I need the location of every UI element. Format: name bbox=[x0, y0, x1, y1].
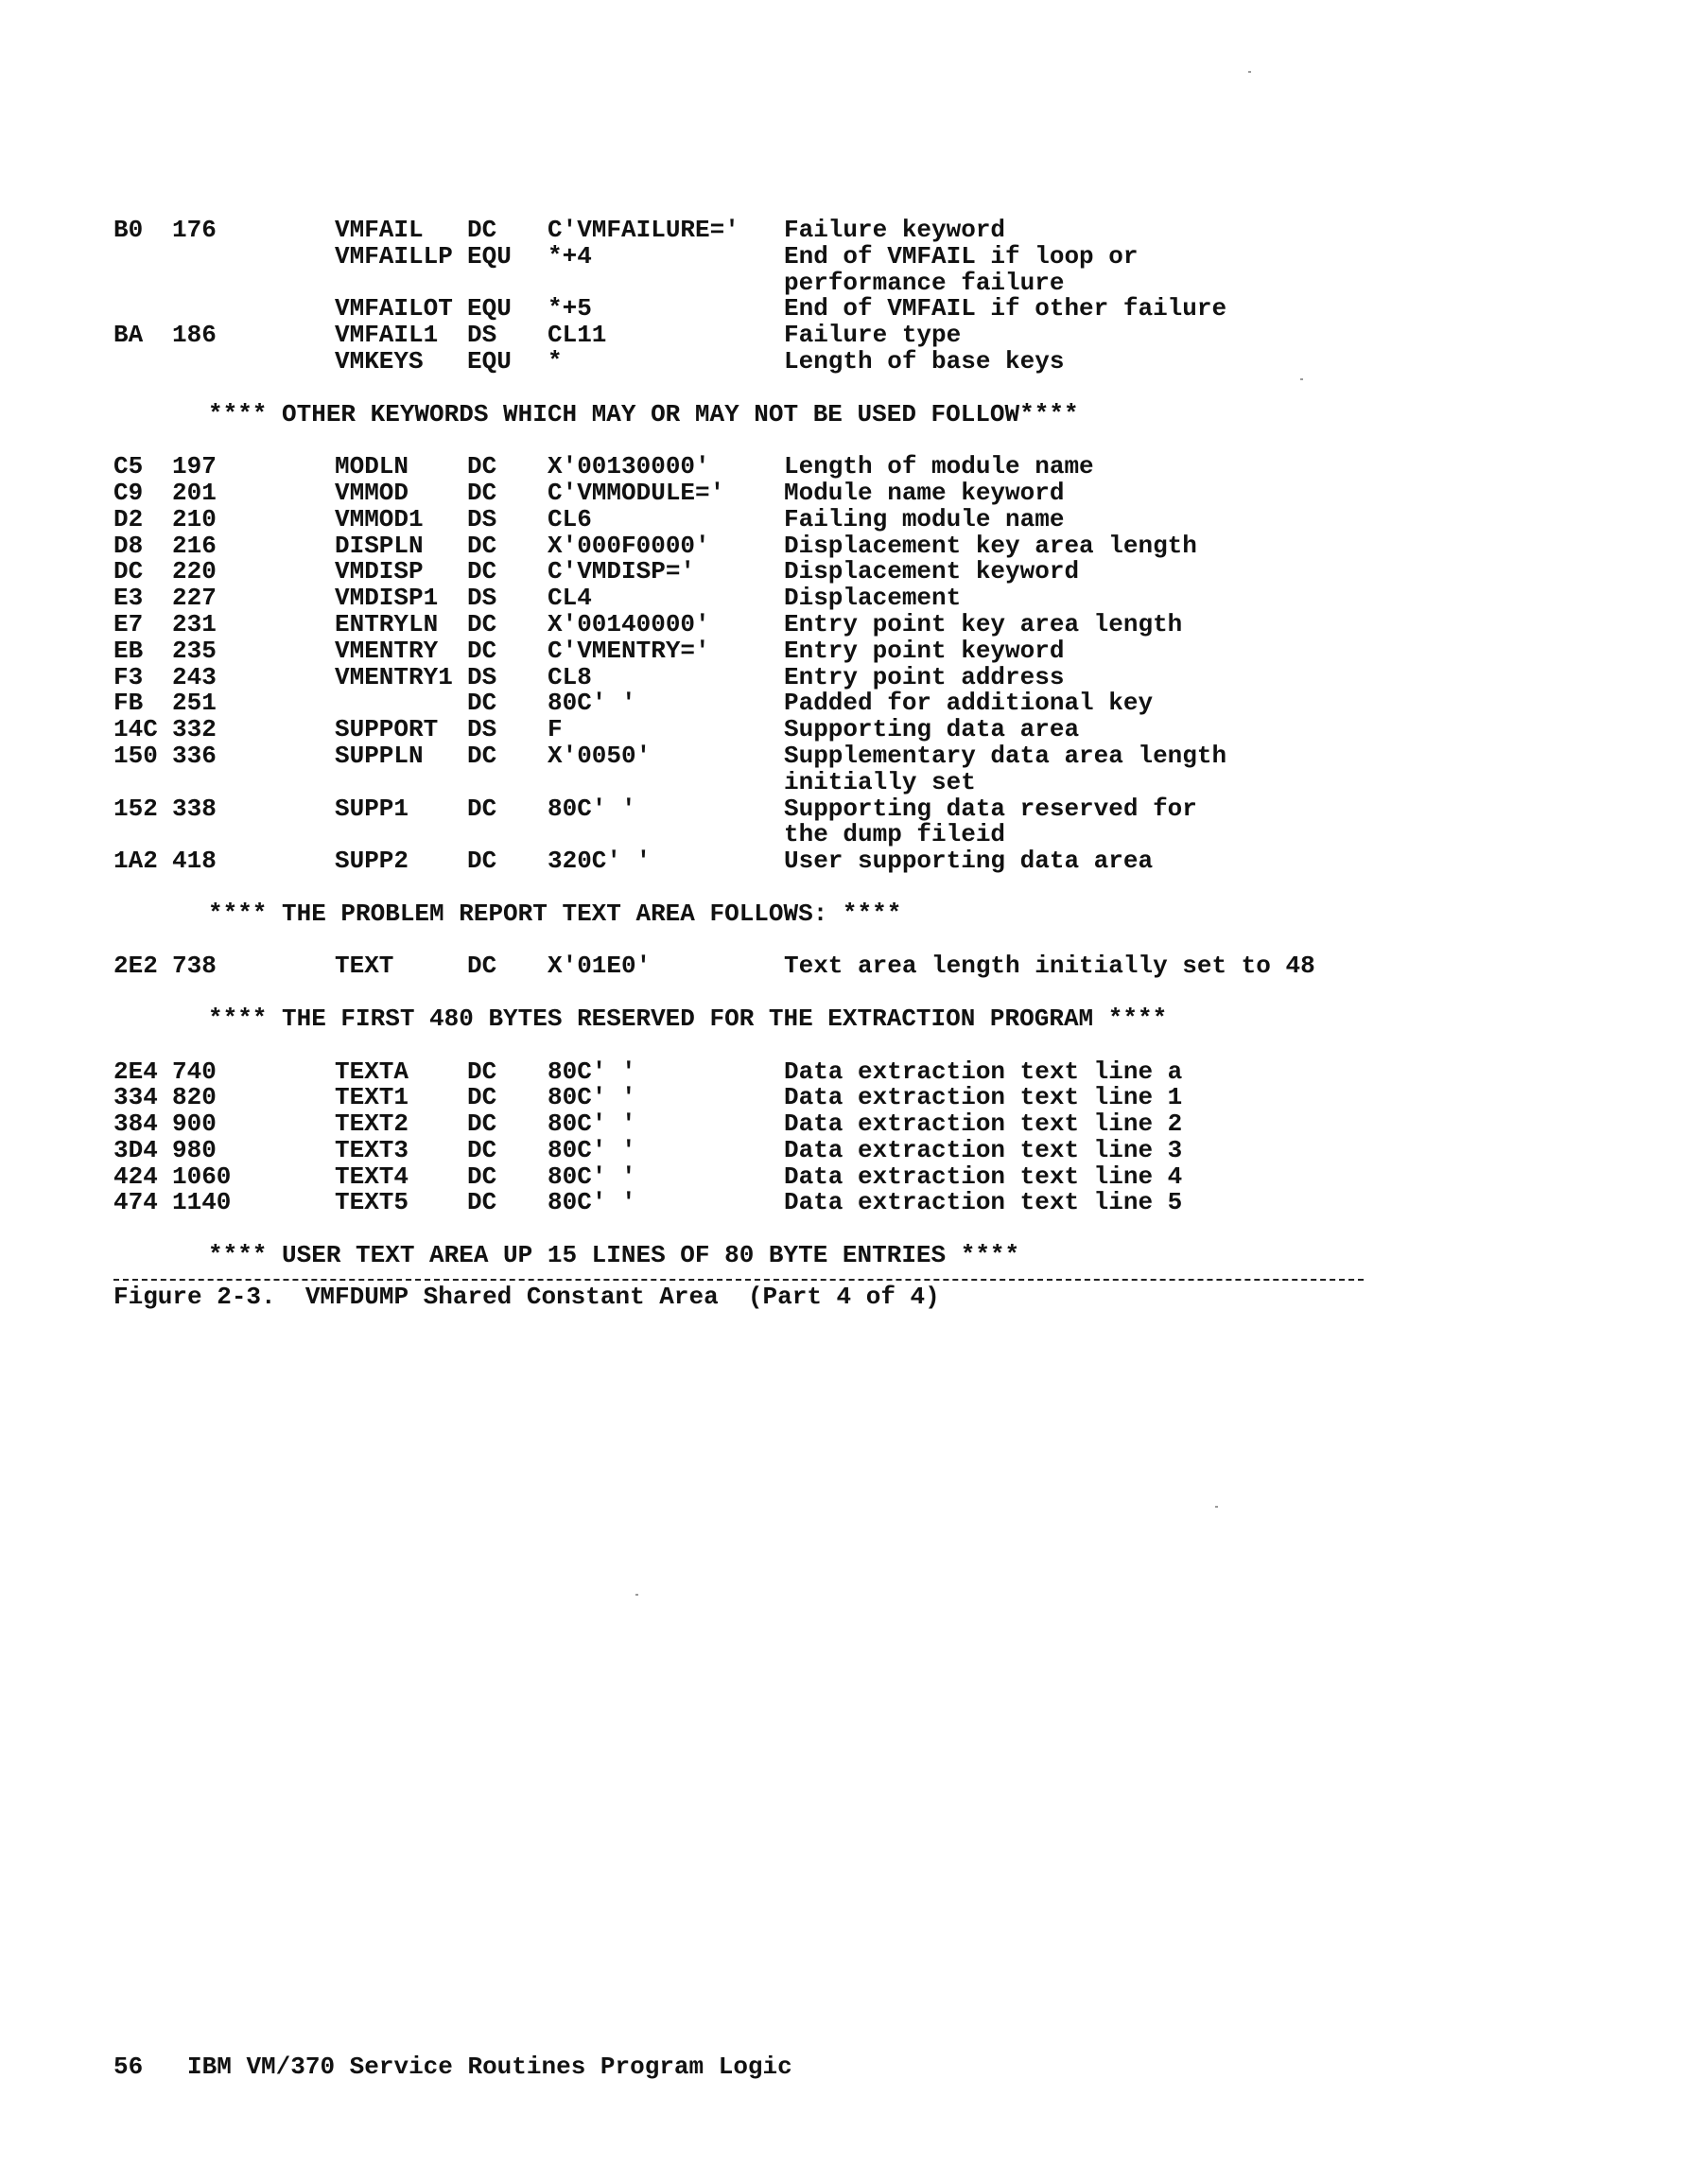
page-footer bbox=[113, 2053, 792, 2081]
cell-hex: EB bbox=[113, 636, 144, 665]
cell-op: DC bbox=[467, 557, 497, 586]
cell-label: SUPP1 bbox=[335, 794, 409, 823]
spacer bbox=[113, 928, 1371, 954]
cell-label: SUPPLN bbox=[335, 741, 424, 770]
cell-op: DC bbox=[467, 1109, 497, 1139]
cell-dec: 220 bbox=[172, 557, 217, 586]
listing-row bbox=[113, 609, 1371, 638]
cell-label: VMKEYS bbox=[335, 346, 424, 376]
cell-label: TEXT3 bbox=[335, 1135, 409, 1164]
cell-op: DS bbox=[467, 321, 497, 350]
cell-op: EQU bbox=[467, 241, 512, 271]
listing-row bbox=[113, 585, 1371, 612]
listing-row bbox=[113, 1190, 1371, 1216]
cell-operand: X'00130000' bbox=[548, 452, 710, 481]
constant-area-listing bbox=[113, 218, 1371, 1315]
cell-comment: Length of base keys bbox=[784, 346, 1065, 376]
footer-spacer bbox=[143, 2053, 187, 2081]
cell-comment: End of VMFAIL if loop or bbox=[784, 241, 1139, 271]
cell-comment: Failure type bbox=[784, 321, 962, 350]
cell-op: DS bbox=[467, 504, 497, 533]
cell-op: DC bbox=[467, 689, 497, 718]
cell-operand: X'01E0' bbox=[548, 952, 652, 981]
figure-caption: Figure 2-3. VMFDUMP Shared Constant Area (Part 4 of 4) bbox=[113, 1282, 940, 1311]
cell-op: DC bbox=[467, 741, 497, 770]
cell-op: EQU bbox=[467, 346, 512, 376]
cell-dec: 201 bbox=[172, 478, 217, 507]
cell-operand bbox=[548, 822, 784, 848]
cell-hex: 474 bbox=[113, 1188, 158, 1217]
cell-operand: CL6 bbox=[548, 504, 592, 533]
cell-op: DC bbox=[467, 1057, 497, 1086]
cell-operand bbox=[548, 271, 784, 297]
page-number: 56 bbox=[113, 2053, 144, 2081]
listing-row bbox=[113, 953, 1371, 980]
cell-comment: Length of module name bbox=[784, 452, 1094, 481]
listing-row bbox=[113, 848, 1371, 875]
cell-label: VMMOD1 bbox=[335, 504, 424, 533]
cell-dec: 210 bbox=[172, 504, 217, 533]
cell-hex bbox=[113, 244, 172, 271]
cell-dec: 336 bbox=[172, 741, 217, 770]
cell-hex: 152 bbox=[113, 794, 158, 823]
cell-operand: C'VMFAILURE=' bbox=[548, 216, 739, 244]
cell-label: VMFAILLP bbox=[335, 241, 453, 271]
cell-operand: X'0050' bbox=[548, 741, 652, 770]
scan-speck bbox=[1300, 378, 1303, 380]
cell-hex: E3 bbox=[113, 584, 144, 613]
cell-operand: 80C' ' bbox=[548, 794, 636, 823]
cell-hex: E7 bbox=[113, 609, 144, 638]
cell-comment: Entry point key area length bbox=[784, 609, 1183, 638]
cell-label: VMDISP1 bbox=[335, 584, 439, 613]
cell-hex bbox=[113, 822, 172, 848]
listing-row bbox=[113, 662, 1371, 691]
cell-label: TEXTA bbox=[335, 1057, 409, 1086]
listing-row bbox=[113, 767, 1371, 796]
cell-hex: 2E2 bbox=[113, 952, 158, 981]
cell-comment: performance failure bbox=[784, 268, 1065, 297]
cell-op: DC bbox=[467, 1135, 497, 1164]
section-heading-extraction-program: **** THE FIRST 480 BYTES RESERVED FOR THE EXTRACTION PROGRAM **** bbox=[208, 1004, 1168, 1033]
listing-row bbox=[113, 638, 1371, 665]
cell-dec bbox=[172, 244, 335, 271]
cell-dec: 231 bbox=[172, 609, 217, 638]
spacer bbox=[113, 980, 1371, 1006]
section-heading-user-text: **** USER TEXT AREA UP 15 LINES OF 80 BYTE ENTRIES **** bbox=[208, 1241, 1020, 1270]
cell-op: DC bbox=[467, 609, 497, 638]
cell-comment: Displacement bbox=[784, 584, 962, 613]
listing-row bbox=[113, 454, 1371, 480]
cell-hex: D2 bbox=[113, 504, 144, 533]
cell-dec: 197 bbox=[172, 452, 217, 481]
listing-row bbox=[113, 1135, 1371, 1164]
cell-operand: *+4 bbox=[548, 241, 592, 271]
cell-hex: 384 bbox=[113, 1109, 158, 1139]
scan-speck bbox=[1215, 1506, 1218, 1508]
cell-dec: 227 bbox=[172, 584, 217, 613]
section-heading-other-keywords: **** OTHER KEYWORDS WHICH MAY OR MAY NOT BE USED FOLLOW**** bbox=[208, 399, 1079, 428]
cell-operand: C'VMMODULE=' bbox=[548, 478, 725, 507]
scan-speck bbox=[1248, 71, 1251, 73]
cell-comment: User supporting data area bbox=[784, 847, 1154, 876]
book-title: IBM VM/370 Service Routines Program Logic bbox=[187, 2053, 792, 2081]
listing-group-failure-keywords bbox=[113, 218, 1371, 376]
cell-dec: 186 bbox=[172, 321, 217, 350]
cell-label: TEXT2 bbox=[335, 1109, 409, 1139]
cell-operand: 80C' ' bbox=[548, 1109, 636, 1139]
cell-comment: Module name keyword bbox=[784, 478, 1065, 507]
cell-hex: 1A2 bbox=[113, 847, 158, 876]
listing-row bbox=[113, 504, 1371, 533]
cell-operand: CL8 bbox=[548, 662, 592, 691]
cell-op: EQU bbox=[467, 294, 512, 323]
cell-hex: D8 bbox=[113, 531, 144, 560]
cell-label: VMENTRY bbox=[335, 636, 439, 665]
cell-op: DC bbox=[467, 1083, 497, 1112]
cell-comment: Padded for additional key bbox=[784, 689, 1154, 718]
listing-row bbox=[113, 690, 1371, 717]
cell-dec: 740 bbox=[172, 1057, 217, 1086]
cell-op: DC bbox=[467, 952, 497, 981]
cell-hex: B0 bbox=[113, 216, 144, 244]
cell-operand: 80C' ' bbox=[548, 689, 636, 718]
cell-label: TEXT4 bbox=[335, 1162, 409, 1191]
cell-hex: 150 bbox=[113, 741, 158, 770]
cell-label: DISPLN bbox=[335, 531, 424, 560]
cell-dec bbox=[172, 770, 335, 796]
cell-hex: 334 bbox=[113, 1083, 158, 1112]
cell-label: TEXT5 bbox=[335, 1188, 409, 1217]
cell-dec: 332 bbox=[172, 715, 217, 744]
listing-row bbox=[113, 323, 1371, 349]
cell-dec bbox=[172, 296, 335, 323]
cell-operand: C'VMDISP=' bbox=[548, 557, 696, 586]
spacer bbox=[113, 1216, 1371, 1243]
cell-comment: Failing module name bbox=[784, 504, 1065, 533]
cell-operand: C'VMENTRY=' bbox=[548, 636, 710, 665]
cell-operand: 80C' ' bbox=[548, 1135, 636, 1164]
cell-label bbox=[335, 690, 467, 717]
cell-label: ENTRYLN bbox=[335, 609, 439, 638]
cell-comment: End of VMFAIL if other failure bbox=[784, 294, 1227, 323]
cell-label: VMFAIL bbox=[335, 216, 424, 244]
cell-operand: * bbox=[548, 346, 563, 376]
spacer bbox=[113, 376, 1371, 402]
cell-dec: 900 bbox=[172, 1109, 217, 1139]
cell-op: DC bbox=[467, 636, 497, 665]
cell-comment: Data extraction text line 2 bbox=[784, 1109, 1183, 1139]
cell-op bbox=[467, 271, 548, 297]
cell-label: VMMOD bbox=[335, 478, 409, 507]
cell-hex: 2E4 bbox=[113, 1057, 158, 1086]
listing-row bbox=[113, 743, 1371, 770]
cell-label: VMFAILOT bbox=[335, 294, 453, 323]
listing-row bbox=[113, 1085, 1371, 1111]
cell-comment: initially set bbox=[784, 767, 976, 796]
cell-op: DC bbox=[467, 1188, 497, 1217]
dashed-divider bbox=[113, 1279, 1364, 1281]
spacer bbox=[113, 428, 1371, 454]
listing-row bbox=[113, 218, 1371, 244]
cell-label: TEXT1 bbox=[335, 1083, 409, 1112]
cell-comment: Data extraction text line 5 bbox=[784, 1188, 1183, 1217]
cell-comment: Data extraction text line 3 bbox=[784, 1135, 1183, 1164]
cell-operand: CL11 bbox=[548, 321, 607, 350]
cell-hex bbox=[113, 296, 172, 323]
cell-op: DC bbox=[467, 794, 497, 823]
listing-row bbox=[113, 559, 1371, 585]
cell-dec: 176 bbox=[172, 216, 217, 244]
cell-dec: 738 bbox=[172, 952, 217, 981]
section-heading-problem-report: **** THE PROBLEM REPORT TEXT AREA FOLLOWS: **** bbox=[208, 899, 902, 928]
cell-label: VMFAIL1 bbox=[335, 321, 439, 350]
listing-row bbox=[113, 296, 1371, 323]
cell-dec: 338 bbox=[172, 794, 217, 823]
cell-dec: 820 bbox=[172, 1083, 217, 1112]
cell-operand: 320C' ' bbox=[548, 847, 652, 876]
cell-comment: Text area length initially set to 48 bbox=[784, 952, 1315, 981]
cell-hex: DC bbox=[113, 557, 144, 586]
cell-label: VMDISP bbox=[335, 557, 424, 586]
cell-comment: Data extraction text line 1 bbox=[784, 1083, 1183, 1112]
cell-dec bbox=[172, 822, 335, 848]
cell-hex bbox=[113, 349, 172, 376]
cell-label: MODLN bbox=[335, 452, 409, 481]
cell-hex: C5 bbox=[113, 452, 144, 481]
cell-label bbox=[335, 271, 467, 297]
listing-row bbox=[113, 822, 1371, 848]
listing-group-text-area bbox=[113, 953, 1371, 980]
cell-hex: 3D4 bbox=[113, 1135, 158, 1164]
cell-operand: 80C' ' bbox=[548, 1188, 636, 1217]
cell-operand bbox=[548, 770, 784, 796]
scan-speck bbox=[635, 1594, 638, 1596]
cell-comment: Supporting data area bbox=[784, 715, 1080, 744]
cell-comment: the dump fileid bbox=[784, 820, 1006, 849]
listing-row bbox=[113, 796, 1371, 823]
cell-operand: 80C' ' bbox=[548, 1162, 636, 1191]
cell-label: SUPP2 bbox=[335, 847, 409, 876]
cell-label: SUPPORT bbox=[335, 715, 439, 744]
cell-operand: F bbox=[548, 715, 563, 744]
spacer bbox=[113, 875, 1371, 901]
cell-hex bbox=[113, 770, 172, 796]
cell-label: TEXT bbox=[335, 952, 394, 981]
cell-label: VMENTRY1 bbox=[335, 662, 453, 691]
cell-operand: X'000F0000' bbox=[548, 531, 710, 560]
cell-dec: 235 bbox=[172, 636, 217, 665]
listing-row bbox=[113, 1059, 1371, 1086]
cell-comment: Supporting data reserved for bbox=[784, 794, 1197, 823]
cell-operand: 80C' ' bbox=[548, 1057, 636, 1086]
cell-operand: X'00140000' bbox=[548, 609, 710, 638]
listing-row bbox=[113, 533, 1371, 560]
listing-row bbox=[113, 717, 1371, 743]
cell-op: DC bbox=[467, 847, 497, 876]
cell-dec: 1060 bbox=[172, 1162, 232, 1191]
listing-row bbox=[113, 480, 1371, 507]
cell-op: DC bbox=[467, 478, 497, 507]
cell-op: DS bbox=[467, 584, 497, 613]
cell-hex: FB bbox=[113, 689, 144, 718]
cell-comment: Entry point keyword bbox=[784, 636, 1065, 665]
listing-group-optional-keywords bbox=[113, 454, 1371, 875]
cell-op: DC bbox=[467, 531, 497, 560]
cell-hex: BA bbox=[113, 321, 144, 350]
cell-operand: 80C' ' bbox=[548, 1083, 636, 1112]
cell-dec: 418 bbox=[172, 847, 217, 876]
cell-dec: 216 bbox=[172, 531, 217, 560]
cell-comment: Displacement keyword bbox=[784, 557, 1080, 586]
cell-hex: 424 bbox=[113, 1162, 158, 1191]
cell-hex bbox=[113, 271, 172, 297]
cell-label bbox=[335, 770, 467, 796]
cell-operand: *+5 bbox=[548, 294, 592, 323]
cell-operand: CL4 bbox=[548, 584, 592, 613]
cell-comment: Failure keyword bbox=[784, 216, 1006, 244]
listing-row bbox=[113, 1164, 1371, 1191]
cell-op bbox=[467, 770, 548, 796]
cell-dec: 251 bbox=[172, 689, 217, 718]
cell-dec bbox=[172, 349, 335, 376]
listing-row bbox=[113, 346, 1371, 376]
cell-hex: F3 bbox=[113, 662, 144, 691]
cell-comment: Data extraction text line a bbox=[784, 1057, 1183, 1086]
cell-comment: Data extraction text line 4 bbox=[784, 1162, 1183, 1191]
cell-dec: 980 bbox=[172, 1135, 217, 1164]
cell-comment: Supplementary data area length bbox=[784, 741, 1227, 770]
listing-row bbox=[113, 268, 1371, 297]
cell-op: DC bbox=[467, 452, 497, 481]
cell-dec: 1140 bbox=[172, 1188, 232, 1217]
cell-label bbox=[335, 822, 467, 848]
cell-dec bbox=[172, 271, 335, 297]
cell-op: DS bbox=[467, 715, 497, 744]
cell-op bbox=[467, 822, 548, 848]
spacer bbox=[113, 1033, 1371, 1059]
cell-hex: C9 bbox=[113, 478, 144, 507]
cell-dec: 243 bbox=[172, 662, 217, 691]
listing-group-extraction-lines bbox=[113, 1059, 1371, 1217]
cell-op: DS bbox=[467, 662, 497, 691]
listing-row bbox=[113, 1111, 1371, 1138]
cell-hex: 14C bbox=[113, 715, 158, 744]
listing-row bbox=[113, 241, 1371, 271]
cell-comment: Entry point address bbox=[784, 662, 1065, 691]
cell-comment: Displacement key area length bbox=[784, 531, 1197, 560]
cell-op: DC bbox=[467, 1162, 497, 1191]
cell-op: DC bbox=[467, 216, 497, 244]
